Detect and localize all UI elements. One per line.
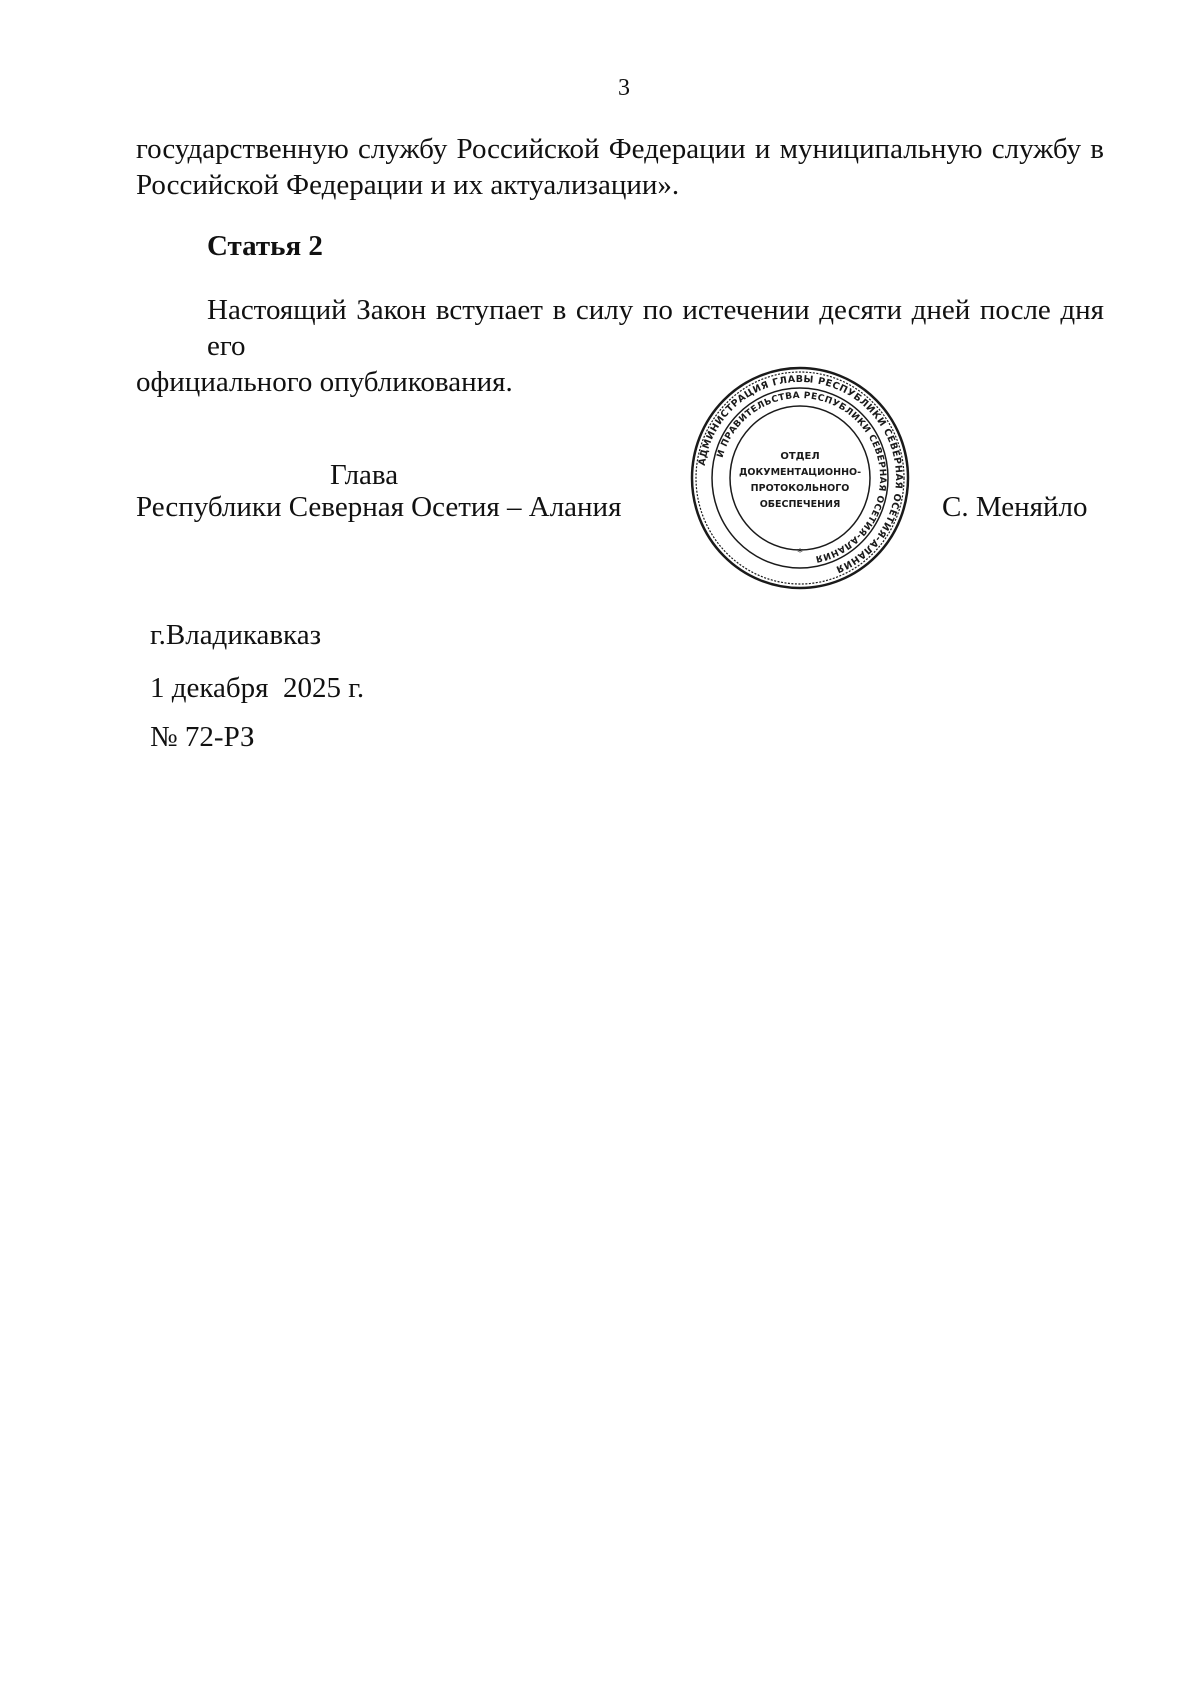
paragraph-continuation [136, 131, 1104, 203]
stamp-middle-ring [712, 388, 888, 568]
article-heading: Статья 2 [207, 230, 323, 262]
signatory-position: Республики Северная Осетия – Алания [136, 491, 622, 523]
official-seal-stamp [688, 364, 912, 592]
paragraph-line: государственную службу Российской Федерации и муниципальную службу в [136, 133, 1104, 165]
stamp-center-line: ДОКУМЕНТАЦИОННО- [738, 467, 862, 478]
stamp-center-line: ПРОТОКОЛЬНОГО [750, 483, 850, 494]
signatory-name: С. Меняйло [942, 491, 1088, 523]
stamp-inner-ring [730, 406, 870, 550]
page-number: 3 [618, 75, 630, 101]
stamp-outer-text: АДМИНИСТРАЦИЯ ГЛАВЫ РЕСПУБЛИКИ СЕВЕРНАЯ ОСЕТИЯ-АЛАНИЯ [696, 373, 905, 575]
stamp-star-glyph: * [797, 546, 803, 559]
stamp-center-line: ОТДЕЛ [780, 451, 820, 462]
stamp-center-line: ОБЕСПЕЧЕНИЯ [759, 499, 841, 510]
paragraph-line: Настоящий Закон вступает в силу по истечении десяти дней после дня его [207, 294, 1104, 362]
stamp-inner-text: И ПРАВИТЕЛЬСТВА РЕСПУБЛИКИ СЕВЕРНАЯ ОСЕТИЯ-АЛАНИЯ [715, 390, 888, 564]
paragraph-line: Российской Федерации и их актуализации». [136, 169, 680, 201]
paragraph-line: официального опубликования. [136, 366, 513, 398]
signatory-title: Глава [330, 459, 399, 491]
footer-date: 1 декабря 2025 г. [150, 672, 365, 704]
paragraph-effective-date [136, 292, 1104, 400]
footer-city: г.Владикавказ [150, 619, 322, 651]
footer-law-number: № 72-РЗ [150, 721, 255, 753]
